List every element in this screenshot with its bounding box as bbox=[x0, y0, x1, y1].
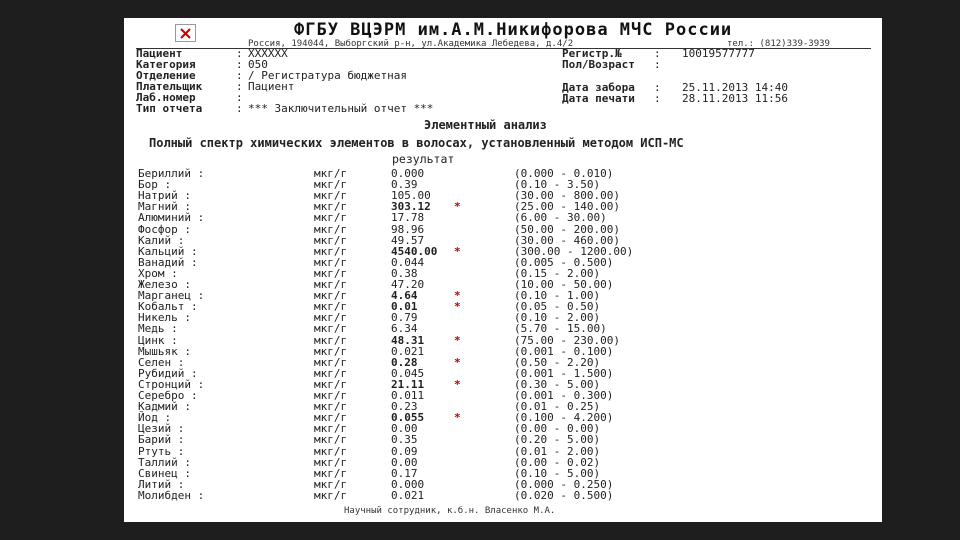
element-name: Кобальт : bbox=[138, 300, 198, 314]
element-unit: мкг/г bbox=[314, 322, 348, 336]
element-unit: мкг/г bbox=[314, 433, 348, 447]
element-name: Марганец : bbox=[138, 289, 205, 303]
element-value: 21.11 bbox=[391, 377, 425, 391]
reference-range: (0.10 - 2.00) bbox=[514, 311, 601, 325]
element-name: Магний : bbox=[138, 200, 191, 214]
element-value: 48.31 bbox=[391, 333, 425, 347]
patient-field-value: *** Заключительный отчет *** bbox=[248, 102, 434, 115]
element-name: Таллий : bbox=[138, 455, 191, 469]
element-name: Калий : bbox=[138, 233, 185, 247]
sample-field-colon: : bbox=[654, 58, 661, 71]
element-row bbox=[138, 268, 858, 279]
element-value: 98.96 bbox=[391, 222, 425, 236]
patient-field-value: Пациент bbox=[248, 80, 295, 93]
reference-range: (0.10 - 1.00) bbox=[514, 289, 601, 303]
element-row bbox=[138, 301, 858, 312]
element-row bbox=[138, 468, 858, 479]
element-value: 6.34 bbox=[391, 322, 418, 336]
element-name: Цинк : bbox=[138, 333, 178, 347]
reference-range: (25.00 - 140.00) bbox=[514, 200, 620, 214]
element-name: Хром : bbox=[138, 266, 178, 280]
patient-field-colon: : bbox=[236, 58, 243, 71]
element-value: 0.021 bbox=[391, 488, 425, 502]
element-name: Железо : bbox=[138, 278, 191, 291]
element-unit: мкг/г bbox=[314, 333, 348, 347]
element-unit: мкг/г bbox=[314, 444, 348, 458]
reference-range: (0.10 - 3.50) bbox=[514, 178, 601, 192]
reference-range: (0.000 - 0.010) bbox=[514, 167, 614, 180]
element-value: 17.78 bbox=[391, 211, 425, 225]
element-unit: мкг/г bbox=[314, 400, 348, 414]
element-name: Кальций : bbox=[138, 244, 198, 258]
element-name: Молибден : bbox=[138, 488, 205, 502]
element-name: Кадмий : bbox=[138, 400, 191, 414]
element-value: 0.055 bbox=[391, 411, 425, 425]
element-row bbox=[138, 423, 858, 434]
report-subtitle: Полный спектр химических элементов в волосах, установленный методом ИСП-МС bbox=[149, 136, 684, 150]
sample-field-label: Дата печати bbox=[562, 92, 635, 105]
element-row bbox=[138, 379, 858, 390]
patient-field-colon: : bbox=[236, 47, 243, 60]
patient-field-label: Категория bbox=[136, 58, 196, 71]
element-name: Ванадий : bbox=[138, 255, 198, 269]
element-name: Цезий : bbox=[138, 422, 185, 436]
reference-range: (0.000 - 0.250) bbox=[514, 477, 614, 491]
element-name: Бериллий : bbox=[138, 167, 205, 180]
element-value: 0.35 bbox=[391, 433, 418, 447]
reference-range: (0.020 - 0.500) bbox=[514, 488, 614, 502]
element-row bbox=[138, 257, 858, 268]
out-of-range-flag: * bbox=[454, 355, 461, 369]
patient-field-colon: : bbox=[236, 69, 243, 82]
reference-range: (0.001 - 1.500) bbox=[514, 366, 614, 380]
element-value: 0.000 bbox=[391, 477, 425, 491]
reference-range: (0.30 - 5.00) bbox=[514, 377, 601, 391]
element-value: 47.20 bbox=[391, 278, 425, 291]
element-name: Ртуть : bbox=[138, 444, 185, 458]
reference-range: (0.01 - 0.25) bbox=[514, 400, 601, 414]
patient-field-value: / Регистратура бюджетная bbox=[248, 69, 407, 82]
patient-field-colon: : bbox=[236, 91, 243, 104]
element-row bbox=[138, 246, 858, 257]
element-value: 4.64 bbox=[391, 289, 418, 303]
element-unit: мкг/г bbox=[314, 377, 348, 391]
element-name: Натрий : bbox=[138, 189, 191, 203]
element-unit: мкг/г bbox=[314, 278, 348, 291]
element-row bbox=[138, 346, 858, 357]
element-unit: мкг/г bbox=[314, 366, 348, 380]
patient-field-value: XXXXXX bbox=[248, 47, 288, 60]
element-row bbox=[138, 323, 858, 334]
element-row bbox=[138, 434, 858, 445]
institution-title: ФГБУ ВЦЭРМ им.А.М.Никифорова МЧС России bbox=[294, 20, 733, 40]
element-row bbox=[138, 168, 858, 179]
element-name: Серебро : bbox=[138, 389, 198, 402]
sample-field-colon: : bbox=[654, 81, 661, 94]
reference-range: (0.05 - 0.50) bbox=[514, 300, 601, 314]
reference-range: (0.00 - 0.02) bbox=[514, 455, 601, 469]
element-row bbox=[138, 235, 858, 246]
element-unit: мкг/г bbox=[314, 422, 348, 436]
element-row bbox=[138, 457, 858, 468]
patient-field-label: Тип отчета bbox=[136, 102, 203, 115]
element-unit: мкг/г bbox=[314, 211, 348, 225]
reference-range: (0.100 - 4.200) bbox=[514, 411, 614, 425]
element-unit: мкг/г bbox=[314, 311, 348, 325]
element-value: 0.17 bbox=[391, 466, 418, 480]
element-unit: мкг/г bbox=[314, 178, 348, 192]
element-value: 0.044 bbox=[391, 255, 425, 269]
reference-range: (0.15 - 2.00) bbox=[514, 266, 601, 280]
section-title: Элементный анализ bbox=[424, 118, 547, 132]
reference-range: (10.00 - 50.00) bbox=[514, 278, 614, 291]
element-name: Мышьяк : bbox=[138, 344, 191, 358]
out-of-range-flag: * bbox=[454, 411, 461, 425]
result-column-header: результат bbox=[392, 152, 455, 166]
element-unit: мкг/г bbox=[314, 189, 348, 203]
sample-field-label: Пол/Возраст bbox=[562, 58, 635, 71]
element-name: Никель : bbox=[138, 311, 191, 325]
element-name: Йод : bbox=[138, 411, 172, 425]
reference-range: (0.20 - 5.00) bbox=[514, 433, 601, 447]
element-name: Свинец : bbox=[138, 466, 191, 480]
element-unit: мкг/г bbox=[314, 389, 348, 402]
patient-field-colon: : bbox=[236, 102, 243, 115]
lab-report-document bbox=[124, 18, 882, 522]
element-value: 0.021 bbox=[391, 344, 425, 358]
element-row bbox=[138, 279, 858, 290]
reference-range: (0.01 - 2.00) bbox=[514, 444, 601, 458]
element-value: 0.00 bbox=[391, 422, 418, 436]
element-unit: мкг/г bbox=[314, 244, 348, 258]
element-name: Литий : bbox=[138, 477, 185, 491]
element-row bbox=[138, 179, 858, 190]
out-of-range-flag: * bbox=[454, 244, 461, 258]
element-unit: мкг/г bbox=[314, 289, 348, 303]
element-row bbox=[138, 190, 858, 201]
reference-range: (0.00 - 0.00) bbox=[514, 422, 601, 436]
element-row bbox=[138, 312, 858, 323]
element-unit: мкг/г bbox=[314, 255, 348, 269]
reference-range: (0.10 - 5.00) bbox=[514, 466, 601, 480]
reference-range: (5.70 - 15.00) bbox=[514, 322, 607, 336]
out-of-range-flag: * bbox=[454, 377, 461, 391]
element-row bbox=[138, 368, 858, 379]
element-value: 0.39 bbox=[391, 178, 418, 192]
element-row bbox=[138, 290, 858, 301]
patient-field-label: Отделение bbox=[136, 69, 196, 82]
element-name: Рубидий : bbox=[138, 366, 198, 380]
sample-field-colon: : bbox=[654, 92, 661, 105]
element-unit: мкг/г bbox=[314, 167, 348, 180]
reference-range: (0.50 - 2.20) bbox=[514, 355, 601, 369]
sample-field-value: 25.11.2013 14:40 bbox=[682, 81, 788, 94]
element-row bbox=[138, 212, 858, 223]
reference-range: (0.005 - 0.500) bbox=[514, 255, 614, 269]
element-value: 0.09 bbox=[391, 444, 418, 458]
element-unit: мкг/г bbox=[314, 200, 348, 214]
element-unit: мкг/г bbox=[314, 344, 348, 358]
element-value: 0.00 bbox=[391, 455, 418, 469]
element-name: Барий : bbox=[138, 433, 185, 447]
element-value: 0.79 bbox=[391, 311, 418, 325]
element-row bbox=[138, 357, 858, 368]
element-value: 0.011 bbox=[391, 389, 425, 402]
element-unit: мкг/г bbox=[314, 300, 348, 314]
element-unit: мкг/г bbox=[314, 266, 348, 280]
element-value: 0.000 bbox=[391, 167, 425, 180]
sample-field-label: Дата забора bbox=[562, 81, 635, 94]
element-row bbox=[138, 335, 858, 346]
element-unit: мкг/г bbox=[314, 411, 348, 425]
element-unit: мкг/г bbox=[314, 477, 348, 491]
reference-range: (0.001 - 0.100) bbox=[514, 344, 614, 358]
out-of-range-flag: * bbox=[454, 289, 461, 303]
element-value: 0.01 bbox=[391, 300, 418, 314]
element-row bbox=[138, 479, 858, 490]
patient-field-colon: : bbox=[236, 80, 243, 93]
patient-field-label: Лаб.номер bbox=[136, 91, 196, 104]
element-value: 0.045 bbox=[391, 366, 425, 380]
element-value: 0.23 bbox=[391, 400, 418, 414]
sample-field-value: 10019577777 bbox=[682, 47, 755, 60]
element-row bbox=[138, 412, 858, 423]
patient-field-label: Плательщик bbox=[136, 80, 203, 93]
sample-field-value: 28.11.2013 11:56 bbox=[682, 92, 788, 105]
element-name: Алюминий : bbox=[138, 211, 205, 225]
element-row bbox=[138, 401, 858, 412]
institution-phone: тел.: (812)339-3939 bbox=[727, 39, 830, 49]
reference-range: (75.00 - 230.00) bbox=[514, 333, 620, 347]
element-value: 105.00 bbox=[391, 189, 431, 203]
reference-range: (0.001 - 0.300) bbox=[514, 389, 614, 402]
institution-address: Россия, 194044, Выборгский р-н, ул.Академика Лебедева, д.4/2 bbox=[248, 39, 574, 49]
out-of-range-flag: * bbox=[454, 200, 461, 214]
out-of-range-flag: * bbox=[454, 300, 461, 314]
element-name: Селен : bbox=[138, 355, 185, 369]
reference-range: (6.00 - 30.00) bbox=[514, 211, 607, 225]
reference-range: (30.00 - 460.00) bbox=[514, 233, 620, 247]
reference-range: (50.00 - 200.00) bbox=[514, 222, 620, 236]
signature-line: Научный сотрудник, к.б.н. Власенко М.А. bbox=[344, 506, 556, 516]
element-name: Медь : bbox=[138, 322, 178, 336]
element-row bbox=[138, 224, 858, 235]
lab-logo-icon bbox=[175, 24, 196, 42]
patient-field-value: 050 bbox=[248, 58, 268, 71]
element-row bbox=[138, 490, 858, 501]
element-row bbox=[138, 390, 858, 401]
out-of-range-flag: * bbox=[454, 333, 461, 347]
reference-range: (30.00 - 800.00) bbox=[514, 189, 620, 203]
element-unit: мкг/г bbox=[314, 355, 348, 369]
element-value: 4540.00 bbox=[391, 244, 438, 258]
patient-field-label: Пациент bbox=[136, 47, 183, 60]
element-unit: мкг/г bbox=[314, 455, 348, 469]
element-name: Бор : bbox=[138, 178, 172, 192]
element-row bbox=[138, 446, 858, 457]
sample-field-colon: : bbox=[654, 47, 661, 60]
element-value: 0.28 bbox=[391, 355, 418, 369]
sample-field-label: Регистр.№ bbox=[562, 47, 622, 60]
element-unit: мкг/г bbox=[314, 222, 348, 236]
element-unit: мкг/г bbox=[314, 466, 348, 480]
element-unit: мкг/г bbox=[314, 488, 348, 502]
element-value: 303.12 bbox=[391, 200, 431, 214]
element-unit: мкг/г bbox=[314, 233, 348, 247]
element-value: 0.38 bbox=[391, 266, 418, 280]
element-row bbox=[138, 201, 858, 212]
element-name: Стронций : bbox=[138, 377, 205, 391]
reference-range: (300.00 - 1200.00) bbox=[514, 244, 634, 258]
header-divider bbox=[136, 48, 871, 49]
element-name: Фосфор : bbox=[138, 222, 191, 236]
element-value: 49.57 bbox=[391, 233, 425, 247]
